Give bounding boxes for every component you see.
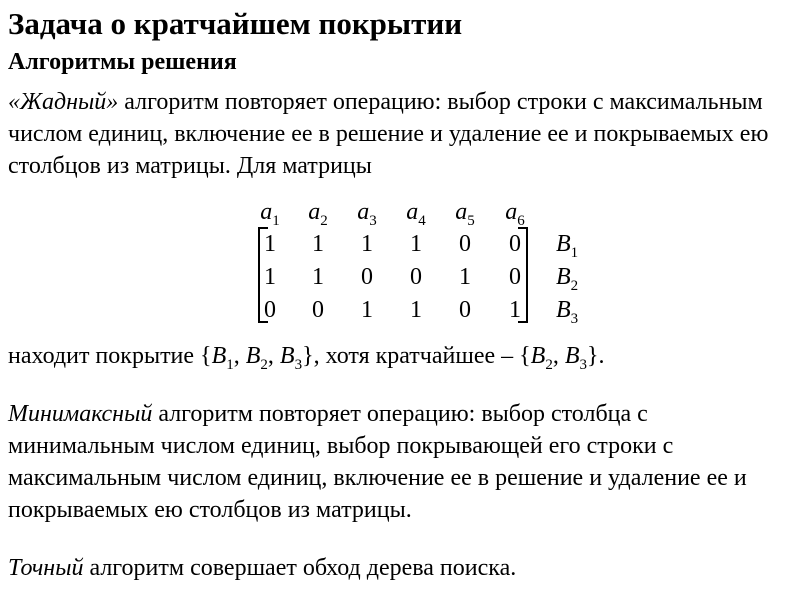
shortest-cover-close: } xyxy=(587,343,599,369)
cover-element-base: B xyxy=(530,343,546,369)
matrix-cell: 1 xyxy=(410,297,422,323)
column-header xyxy=(396,197,436,227)
column-symbol xyxy=(505,199,525,229)
exact-text: алгоритм совершает обход дерева поиска. xyxy=(83,555,517,581)
matrix-cell: 1 xyxy=(459,264,471,290)
matrix-cell: 0 xyxy=(361,264,373,290)
section-subtitle: Алгоритмы решения xyxy=(8,49,237,75)
greedy-paragraph xyxy=(8,86,798,182)
row-symbol-base: B xyxy=(556,231,571,257)
matrix-cell: 1 xyxy=(312,231,324,257)
minimax-text: алгоритм повторяет операцию: выбор столбца с минимальным числом единиц, выбор покрывающей его строки с максимальным числом единиц, включение ее в решение и удаление ее и покрываемых ею столбцов из матрицы. xyxy=(8,401,747,523)
matrix-cell: 0 xyxy=(410,264,422,290)
matrix-cell: 1 xyxy=(264,231,276,257)
cover-element xyxy=(564,343,588,373)
greedy-text: алгоритм повторяет операцию: выбор строки с максимальным числом единиц, включение ее в решение и удаление ее и покрываемых ею столбцов из матрицы. Для матрицы xyxy=(8,89,769,179)
matrix-cell: 1 xyxy=(312,264,324,290)
matrix-cell: 0 xyxy=(509,264,521,290)
cover-element xyxy=(530,343,553,373)
matrix-cell: 0 xyxy=(264,297,276,323)
column-symbol-base: a xyxy=(357,199,370,225)
cover-element-index: 1 xyxy=(226,356,234,373)
matrix-cell: 1 xyxy=(264,264,276,290)
finds-suffix: . xyxy=(598,343,605,369)
cover-element-index: 2 xyxy=(545,356,553,373)
cover-element xyxy=(211,343,234,373)
row-symbol xyxy=(556,264,579,294)
row-symbol xyxy=(556,231,579,261)
column-symbol-base: a xyxy=(308,199,321,225)
greedy-cover: {$B_1$, $B_2$, $B_3$} xyxy=(200,343,314,373)
matrix-cell: 0 xyxy=(312,297,324,323)
column-header xyxy=(495,197,535,227)
page-title: Задача о кратчайшем покрытии xyxy=(8,6,463,41)
row-symbol-base: B xyxy=(556,297,571,323)
matrix-cell: 0 xyxy=(509,231,521,257)
row-label xyxy=(556,262,606,292)
column-symbol-index: 3 xyxy=(369,212,377,229)
column-symbol xyxy=(406,199,426,229)
column-header xyxy=(445,197,485,227)
minimax-paragraph xyxy=(8,398,798,526)
column-symbol-base: a xyxy=(455,199,468,225)
cover-element xyxy=(245,343,268,373)
cover-element-base: B xyxy=(279,343,295,369)
greedy-term: «Жадный» xyxy=(8,89,119,115)
cover-element-base: B xyxy=(211,343,227,369)
row-label xyxy=(556,295,606,325)
column-symbol-index: 4 xyxy=(418,212,426,229)
matrix-cell: 1 xyxy=(410,231,422,257)
cover-element-index: 3 xyxy=(579,356,588,373)
row-symbol xyxy=(556,297,579,327)
greedy-result-paragraph xyxy=(8,340,798,381)
matrix-cell: 0 xyxy=(459,231,471,257)
column-symbol-index: 6 xyxy=(517,212,525,229)
column-symbol-base: a xyxy=(260,199,273,225)
finds-prefix: находит покрытие xyxy=(8,343,201,369)
row-symbol-index: 2 xyxy=(570,277,579,294)
incidence-matrix xyxy=(0,195,800,330)
shortest-cover: {$B_2$, $B_3$} xyxy=(519,343,599,373)
cover-element-base: B xyxy=(245,343,261,369)
row-label xyxy=(556,229,606,259)
finds-middle: , хотя кратчайшее – xyxy=(313,343,520,369)
exact-paragraph xyxy=(8,552,798,584)
column-symbol xyxy=(260,199,280,229)
column-symbol-index: 5 xyxy=(467,212,475,229)
column-symbol-index: 2 xyxy=(320,212,328,229)
matrix-cell: 1 xyxy=(361,231,373,257)
cover-element-index: 2 xyxy=(260,356,268,373)
column-symbol-base: a xyxy=(406,199,419,225)
cover-element xyxy=(279,343,303,373)
row-symbol-index: 3 xyxy=(570,310,579,327)
column-symbol-base: a xyxy=(505,199,518,225)
matrix-cell: 0 xyxy=(459,297,471,323)
cover-element-base: B xyxy=(564,343,580,369)
cover-element-index: 3 xyxy=(294,356,303,373)
column-symbol xyxy=(455,199,475,229)
minimax-term: Минимаксный xyxy=(8,401,153,427)
column-header xyxy=(250,197,290,227)
row-symbol-base: B xyxy=(556,264,571,290)
greedy-cover-close: } xyxy=(302,343,314,369)
column-header xyxy=(298,197,338,227)
column-symbol xyxy=(357,199,377,229)
column-header xyxy=(347,197,387,227)
matrix-cell: 1 xyxy=(509,297,521,323)
column-symbol xyxy=(308,199,328,229)
shortest-cover-open: { xyxy=(519,343,531,369)
greedy-cover-open: { xyxy=(200,343,212,369)
matrix-cell: 1 xyxy=(361,297,373,323)
row-symbol-index: 1 xyxy=(570,244,579,261)
exact-term: Точный xyxy=(8,555,84,581)
column-symbol-index: 1 xyxy=(272,212,280,229)
